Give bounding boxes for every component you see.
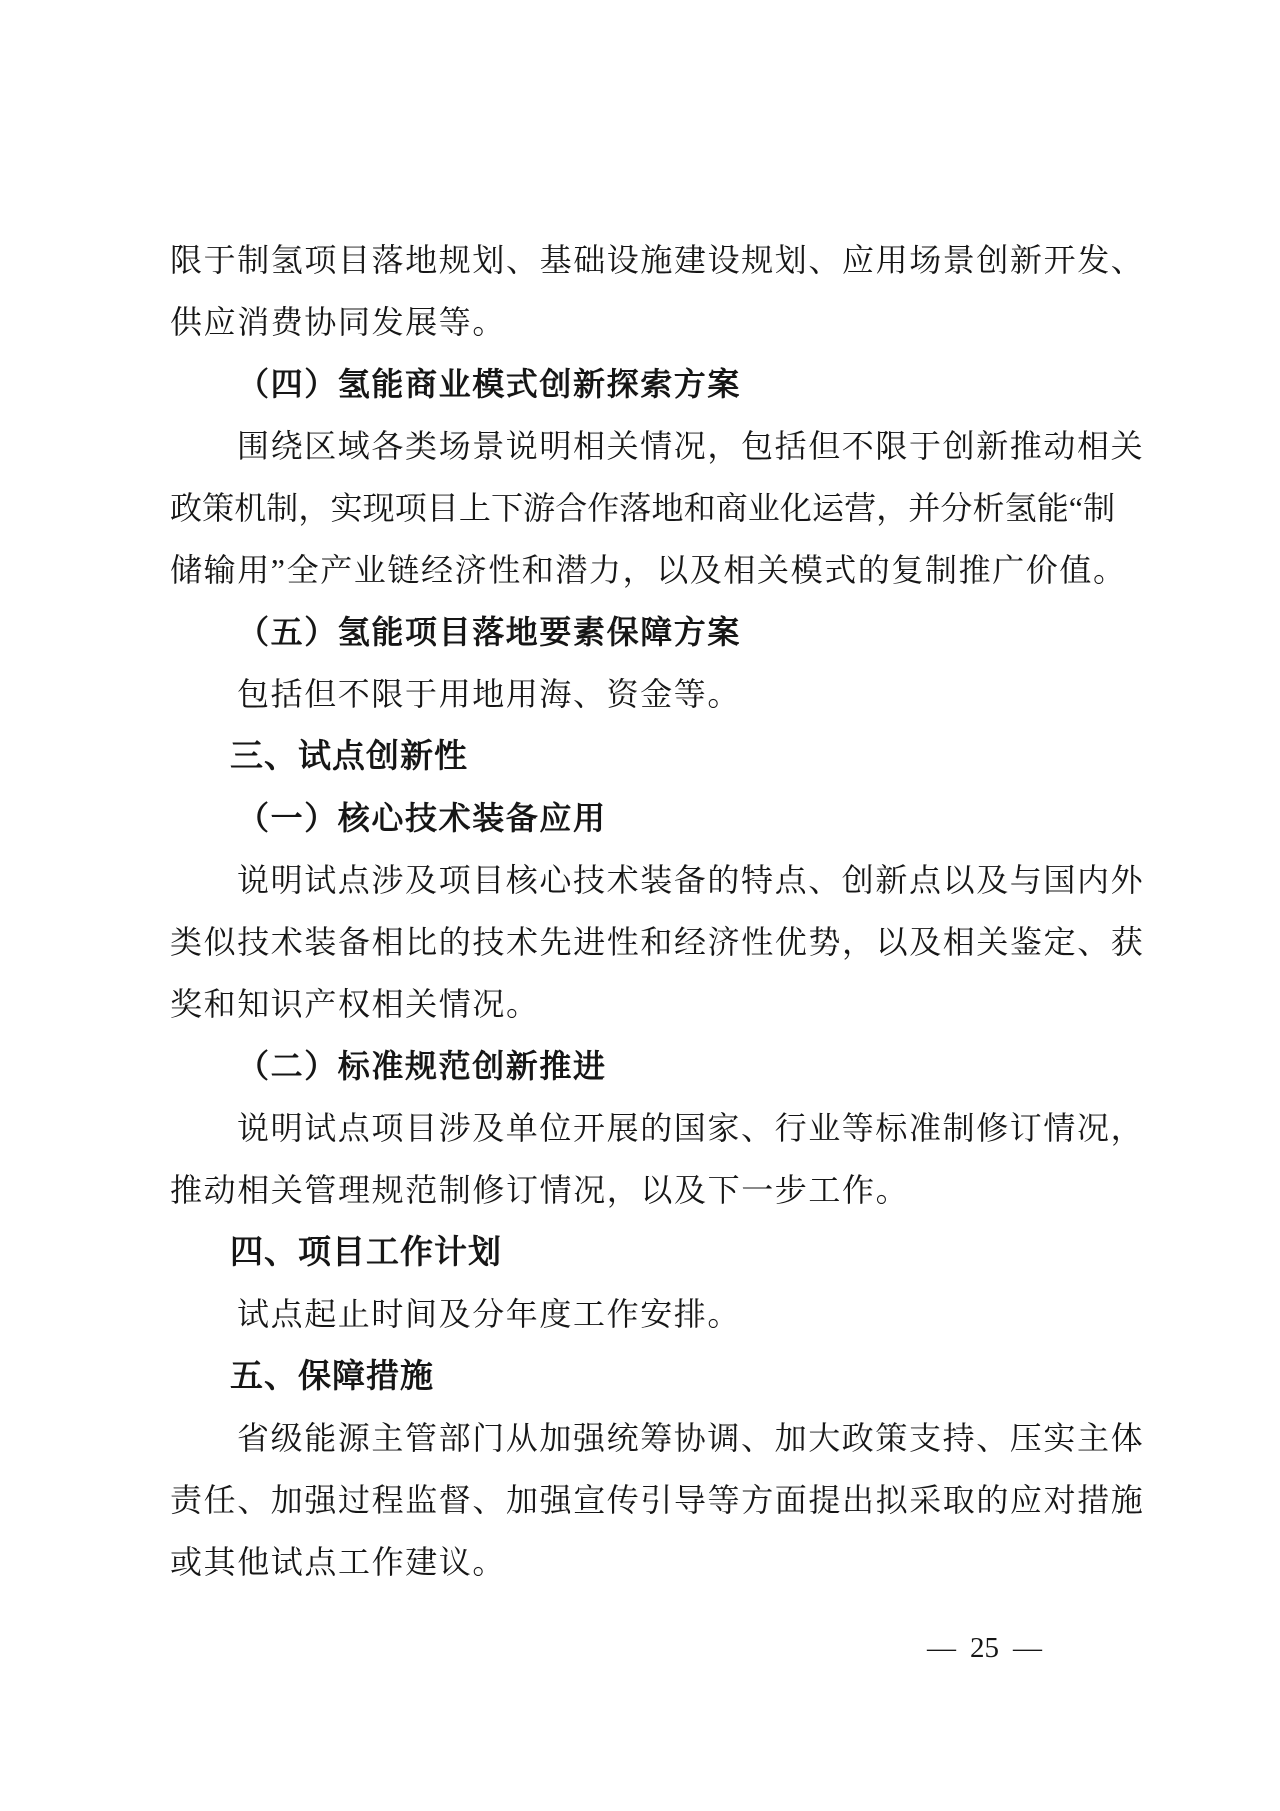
text-line: 省级能源主管部门从加强统筹协调、加大政策支持、压实主体 xyxy=(237,1420,1145,1456)
text-line: 责任、加强过程监督、加强宣传引导等方面提出拟采取的应对措施 xyxy=(170,1482,1145,1518)
text-line: 推动相关管理规范制修订情况，以及下一步工作。 xyxy=(170,1172,910,1208)
text-line: 试点起止时间及分年度工作安排。 xyxy=(237,1296,742,1332)
text-line: 围绕区域各类场景说明相关情况，包括但不限于创新推动相关 xyxy=(237,428,1145,464)
text-line: 包括但不限于用地用海、资金等。 xyxy=(237,676,742,712)
text-line: 五、保障措施 xyxy=(230,1357,434,1394)
text-line: 限于制氢项目落地规划、基础设施建设规划、应用场景创新开发、 xyxy=(170,242,1145,278)
text-line: 说明试点涉及项目核心技术装备的特点、创新点以及与国内外 xyxy=(237,862,1145,898)
text-line: 或其他试点工作建议。 xyxy=(170,1544,507,1580)
page-number: 25 xyxy=(970,1632,999,1664)
text-line: 四、项目工作计划 xyxy=(230,1233,502,1270)
document-body xyxy=(170,229,1148,1593)
text-line: 供应消费协同发展等。 xyxy=(170,304,507,340)
text-line: 政策机制，实现项目上下游合作落地和商业化运营，并分析氢能“制 xyxy=(170,490,1116,526)
footer-dash-left: — xyxy=(927,1632,956,1664)
page-footer xyxy=(927,1632,1042,1665)
text-line: 类似技术装备相比的技术先进性和经济性优势，以及相关鉴定、获 xyxy=(170,924,1145,960)
text-line: 奖和知识产权相关情况。 xyxy=(170,986,540,1022)
text-line: 储输用”全产业链经济性和潜力，以及相关模式的复制推广价值。 xyxy=(170,552,1127,588)
text-line: （二）标准规范创新推进 xyxy=(237,1048,607,1084)
text-line: （四）氢能商业模式创新探索方案 xyxy=(237,366,742,402)
text-line: 三、试点创新性 xyxy=(230,737,468,774)
text-line: （一）核心技术装备应用 xyxy=(237,800,607,836)
footer-dash-right: — xyxy=(1013,1632,1042,1664)
text-line: （五）氢能项目落地要素保障方案 xyxy=(237,614,742,650)
text-line: 说明试点项目涉及单位开展的国家、行业等标准制修订情况， xyxy=(237,1110,1145,1146)
